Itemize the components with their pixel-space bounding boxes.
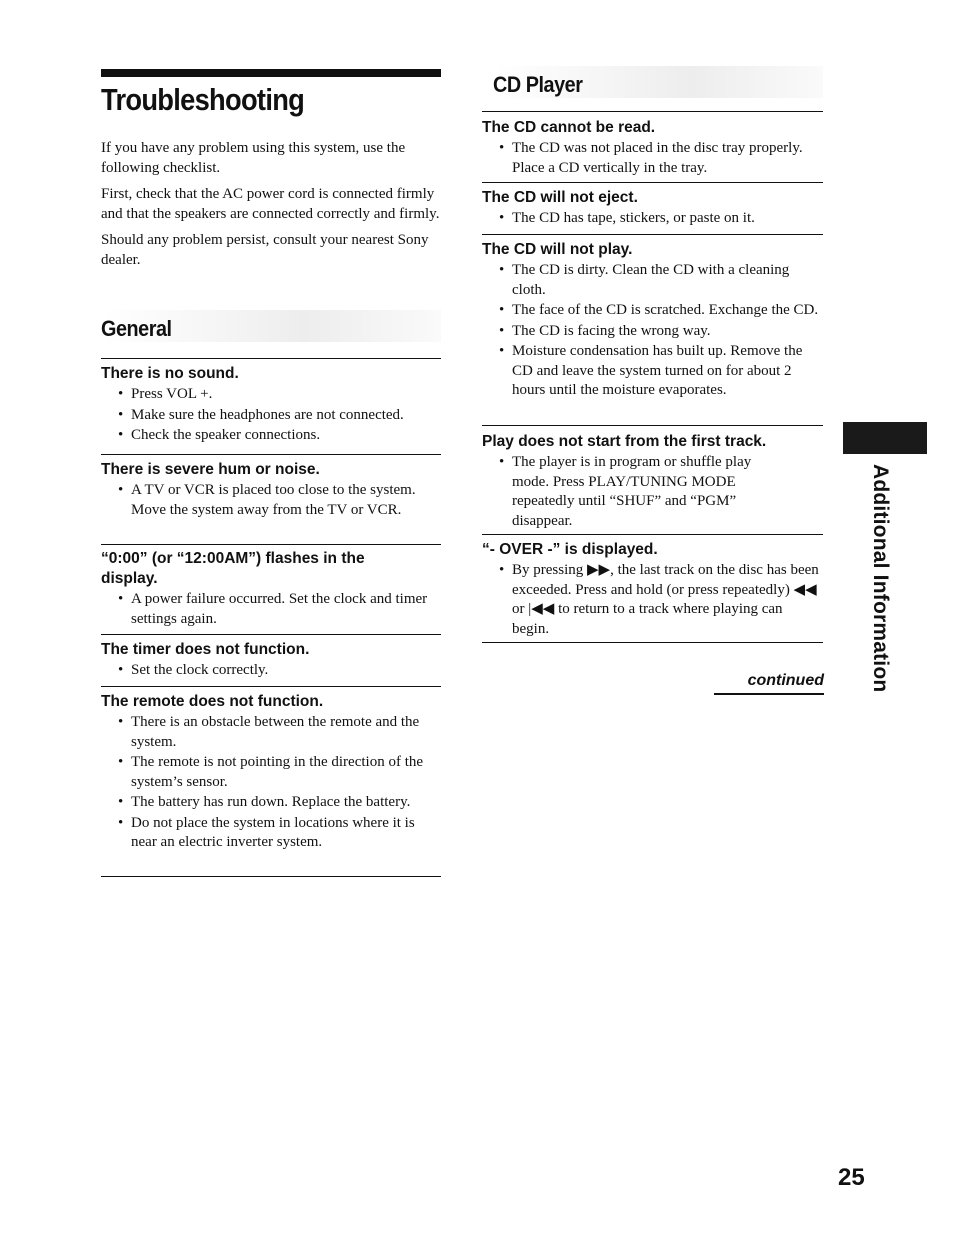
divider — [482, 182, 823, 183]
divider — [101, 454, 441, 455]
list-item: • Moisture condensation has built up. Remove the CD and leave the system turned on for about 2 hours until the moisture evaporates. — [499, 343, 803, 398]
chapter-side-label: Additional Information — [869, 464, 892, 693]
question-heading: The CD will not eject. — [482, 189, 638, 206]
divider — [101, 634, 441, 635]
question-heading: The CD cannot be read. — [482, 119, 656, 136]
entry-no-sound — [101, 364, 441, 447]
divider — [482, 425, 823, 426]
list-item: • A power failure occurred. Set the clock and timer settings again. — [118, 591, 428, 627]
list-item: • The CD is facing the wrong way. — [499, 322, 711, 339]
question-heading: There is severe hum or noise. — [101, 461, 320, 478]
question-heading: “- OVER -” is displayed. — [482, 541, 658, 558]
list-item: • The CD has tape, stickers, or paste on it. — [499, 210, 755, 226]
list-item: • Press VOL +. — [118, 386, 213, 402]
title-bar — [101, 69, 441, 77]
question-heading: The CD will not play. — [482, 241, 633, 258]
divider — [482, 534, 823, 535]
entry-cd-no-eject — [482, 188, 823, 230]
divider — [101, 686, 441, 687]
entry-over-displayed — [482, 540, 823, 640]
list-item: • The CD is dirty. Clean the CD with a cleaning cloth. — [499, 262, 790, 298]
list-item: • The CD was not placed in the disc tray properly. Place a CD vertically in the tray. — [499, 140, 803, 176]
list-item: • Make sure the headphones are not connected. — [118, 406, 404, 423]
section-heading-general: General — [101, 310, 441, 342]
continued-label: continued — [714, 672, 824, 695]
intro-paragraph: If you have any problem using this system, use the following checklist. — [101, 140, 406, 176]
list-item: • Do not place the system in locations where it is near an electric inverter system. — [118, 814, 415, 850]
section-heading-cd-player: CD Player — [493, 66, 823, 98]
divider — [482, 234, 823, 235]
entry-cd-no-play — [482, 240, 823, 402]
list-item: • The player is in program or shuffle play mode. Press PLAY/TUNING MODE repeatedly until “SHUF” and “PGM” disappear. — [499, 454, 752, 529]
list-item: • Check the speaker connections. — [118, 427, 321, 443]
list-item: • A TV or VCR is placed too close to the system. Move the system away from the TV or VCR. — [118, 482, 416, 518]
divider — [482, 111, 823, 112]
entry-cd-cannot-read — [482, 118, 823, 179]
page-number: 25 — [838, 1164, 865, 1191]
intro-paragraph: Should any problem persist, consult your nearest Sony dealer. — [101, 232, 429, 268]
divider — [101, 876, 441, 877]
question-heading: The remote does not function. — [101, 693, 324, 710]
entry-timer — [101, 640, 441, 682]
intro-text — [101, 138, 441, 276]
entry-hum-noise — [101, 460, 441, 521]
list-item: • There is an obstacle between the remote and the system. — [118, 714, 420, 750]
question-heading: There is no sound. — [101, 365, 239, 382]
page-title: Troubleshooting — [101, 82, 305, 117]
chapter-tab-marker — [843, 422, 927, 454]
list-item: • The remote is not pointing in the direction of the system’s sensor. — [118, 754, 424, 790]
entry-remote — [101, 692, 441, 854]
list-item: • By pressing ▶▶, the last track on the disc has been exceeded. Press and hold (or press repeatedly) ◀◀ or |◀◀ to return to a track where playing can begin. — [499, 562, 819, 637]
question-heading: Play does not start from the first track. — [482, 433, 767, 450]
divider — [482, 642, 823, 643]
list-item: • The face of the CD is scratched. Exchange the CD. — [499, 302, 819, 318]
list-item: • Set the clock correctly. — [118, 662, 269, 678]
list-item: • The battery has run down. Replace the battery. — [118, 794, 411, 810]
intro-paragraph: First, check that the AC power cord is connected firmly and that the speakers are connected correctly and firmly. — [101, 186, 440, 222]
divider — [101, 544, 441, 545]
question-heading: “0:00” (or “12:00AM”) flashes in the display. — [101, 550, 365, 587]
entry-clock-flashes — [101, 549, 428, 630]
question-heading: The timer does not function. — [101, 641, 310, 658]
entry-first-track — [482, 432, 823, 532]
divider — [101, 358, 441, 359]
